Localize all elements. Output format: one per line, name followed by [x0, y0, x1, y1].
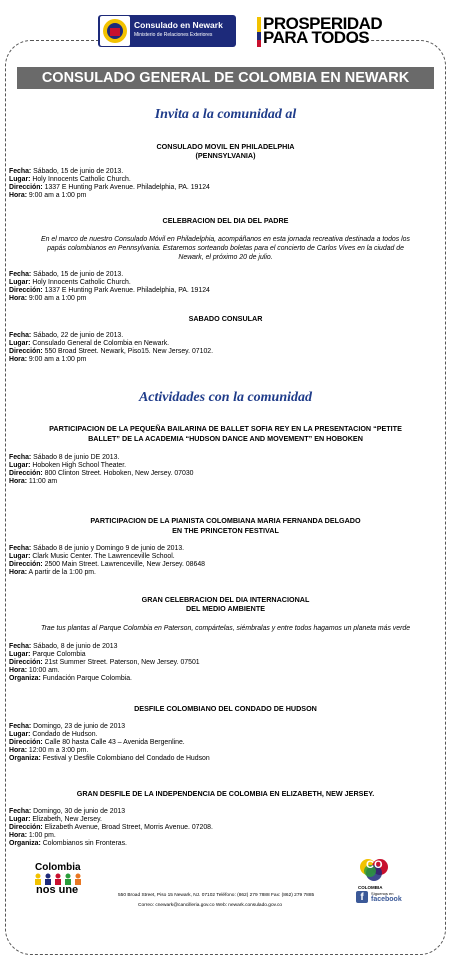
co-badge-text: CO	[366, 859, 383, 871]
section-title-actividades: Actividades con la comunidad	[138, 390, 313, 405]
prosperidad-flag-icon	[257, 17, 261, 47]
consulado-logo-subtext: Ministerio de Relaciones Exteriores	[134, 32, 213, 38]
event-title: PARTICIPACION DE LA PIANISTA COLOMBIANA MARIA FERNANDA DELGADO	[90, 516, 361, 525]
event-detail-line: Lugar: Parque Colombia	[9, 651, 86, 658]
event-detail-line: Hora: 12:00 m a 3:00 pm.	[9, 747, 89, 754]
event-detail-line: Hora: 9:00 am a 1:00 pm	[9, 295, 87, 302]
consulado-logo-text: Consulado en Newark	[134, 20, 223, 30]
facebook-icon[interactable]: f	[356, 891, 368, 903]
event-detail-line: Lugar: Elizabeth, New Jersey.	[9, 816, 102, 823]
event-detail-line: Fecha: Domingo, 30 de junio de 2013	[9, 808, 126, 815]
footer-contact: Correo: cnewark@cancilleria.gov.co Web: newark.consulado.gov.co	[138, 903, 283, 908]
event-title: DEL MEDIO AMBIENTE	[185, 604, 266, 613]
event-detail-line: Lugar: Hoboken High School Theater.	[9, 462, 127, 469]
prosperidad-logo-line2: PARA TODOS	[263, 28, 370, 47]
event-title: EN THE PRINCETON FESTIVAL	[172, 526, 279, 535]
event-detail-line: Hora: A partir de la 1:00 pm.	[9, 569, 96, 576]
event-detail-line: Lugar: Consulado General de Colombia en Newark.	[9, 340, 170, 347]
page-title-banner: CONSULADO GENERAL DE COLOMBIA EN NEWARK	[17, 67, 434, 89]
event-detail-line: Fecha: Sábado, 22 de junio de 2013.	[9, 332, 124, 339]
event-detail-line: Fecha: Domingo, 23 de junio de 2013	[9, 723, 126, 730]
event-detail-line: Dirección: 800 Clinton Street. Hoboken, New Jersey. 07030	[9, 470, 194, 477]
event-intro: En el marco de nuestro Consulado Móvil en Philadelphia, acompáñanos en esta jornada recreativa destinada a todos los	[41, 236, 410, 243]
event-title: (PENNSYLVANIA)	[195, 151, 256, 160]
event-detail-line: Lugar: Condado de Hudson.	[9, 731, 98, 738]
event-detail-line: Fecha: Sábado, 15 de junio de 2013.	[9, 271, 124, 278]
event-detail-line: Dirección: 1337 E Hunting Park Avenue. Philadelphia, PA. 19124	[9, 287, 210, 294]
event-title: PARTICIPACION DE LA PEQUEÑA BAILARINA DE BALLET SOFIA REY EN LA PRESENTACION “PETITE	[49, 424, 402, 433]
co-badge-subtext: COLOMBIA	[358, 885, 383, 890]
event-detail-line: Organiza: Festival y Desfile Colombiano del Condado de Hudson	[9, 755, 210, 762]
event-detail-line: Organiza: Colombianos sin Fronteras.	[9, 840, 127, 847]
event-detail-line: Fecha: Sábado 8 de junio DE 2013.	[9, 454, 120, 461]
event-intro: papás colombianos en Pennsylvania. Estaremos sorteando boletas para el concierto de Carlos Vives en la ciudad de	[47, 245, 404, 252]
footer-address: 550 Broad Street, Piso 15 Newark, NJ. 07102 Teléfono: (862) 279 7888 Fax: (862) 279 7885	[118, 893, 315, 898]
event-detail-line: Hora: 9:00 am a 1:00 pm	[9, 192, 87, 199]
event-title: CONSULADO MOVIL EN PHILADELPHIA	[156, 142, 295, 151]
event-detail-line: Lugar: Clark Music Center. The Lawrenceville School.	[9, 553, 175, 560]
event-title: CELEBRACION DEL DIA DEL PADRE	[162, 216, 289, 225]
event-detail-line: Dirección: 21st Summer Street. Paterson, New Jersey. 07501	[9, 659, 200, 666]
event-detail-line: Dirección: 2500 Main Street. Lawrenceville, New Jersey. 08648	[9, 561, 205, 568]
event-title: SABADO CONSULAR	[188, 314, 263, 323]
event-title: GRAN CELEBRACION DEL DIA INTERNACIONAL	[141, 595, 310, 604]
section-title-invita: Invita a la comunidad al	[154, 107, 297, 122]
event-detail-line: Hora: 9:00 am a 1:00 pm	[9, 356, 87, 363]
event-title: BALLET” DE LA ACADEMIA “HUDSON DANCE AND MOVEMENT” EN HOBOKEN	[88, 434, 363, 443]
event-detail-line: Dirección: Elizabeth Avenue, Broad Street, Morris Avenue. 07208.	[9, 824, 213, 831]
event-title: GRAN DESFILE DE LA INDEPENDENCIA DE COLOMBIA EN ELIZABETH, NEW JERSEY.	[76, 789, 375, 798]
event-title: DESFILE COLOMBIANO DEL CONDADO DE HUDSON	[134, 704, 317, 713]
facebook-follow-text: Síguenos en	[371, 891, 394, 896]
event-intro: Trae tus plantas al Parque Colombia en Paterson, compártelas, siémbralas y entre todos hagamos un planeta más verde	[40, 625, 411, 632]
event-detail-line: Organiza: Fundación Parque Colombia.	[9, 675, 132, 682]
colombia-nos-une-logo: Colombia	[35, 862, 81, 873]
facebook-link[interactable]: facebook	[371, 896, 402, 903]
event-detail-line: Fecha: Sábado, 8 de junio de 2013	[9, 643, 118, 650]
event-detail-line: Dirección: 1337 E Hunting Park Avenue. Philadelphia, PA. 19124	[9, 184, 210, 191]
event-detail-line: Hora: 1:00 pm.	[9, 832, 56, 839]
event-detail-line: Hora: 10:00 am.	[9, 667, 60, 674]
prosperidad-logo-line1: PROSPERIDAD	[263, 14, 383, 33]
event-detail-line: Lugar: Holy Innocents Catholic Church.	[9, 176, 131, 183]
event-detail-line: Hora: 11:00 am	[9, 478, 58, 485]
event-detail-line: Dirección: Calle 80 hasta Calle 43 – Avenida Bergenline.	[9, 739, 185, 746]
event-detail-line: Fecha: Sábado 8 de junio y Domingo 9 de junio de 2013.	[9, 545, 185, 552]
colombia-nos-une-tagline: nos une	[36, 884, 79, 896]
event-detail-line: Fecha: Sábado, 15 de junio de 2013.	[9, 168, 124, 175]
event-detail-line: Lugar: Holy Innocents Catholic Church.	[9, 279, 131, 286]
colombia-shield-icon	[100, 16, 130, 46]
event-detail-line: Dirección: 550 Broad Street. Newark, Piso15. New Jersey. 07102.	[9, 348, 214, 355]
event-intro: Newark, el próximo 20 de julio.	[178, 254, 273, 261]
